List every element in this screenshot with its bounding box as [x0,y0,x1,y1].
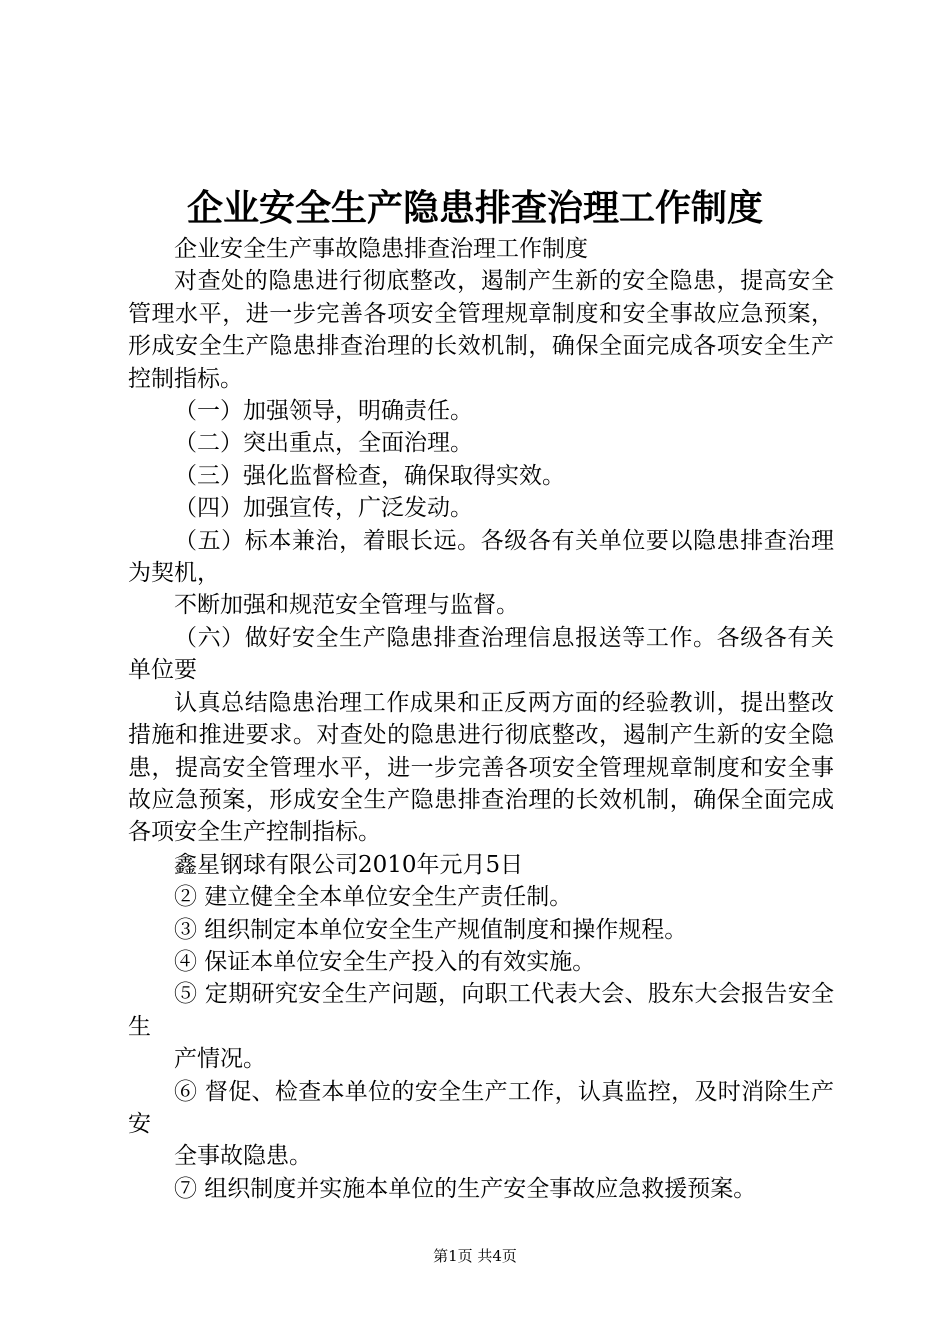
paragraph: （三）强化监督检查，确保取得实效。 [174,462,565,489]
paragraph: 产情况。 [174,1046,266,1073]
paragraph: （四）加强宣传，广泛发动。 [174,495,473,522]
list-item: ⑦ 组织制度并实施本单位的生产安全事故应急救援预案。 [174,1175,757,1202]
paragraph: （一）加强领导，明确责任。 [174,398,473,425]
list-item: ④ 保证本单位安全生产投入的有效实施。 [174,948,596,975]
document-body [128,233,834,1205]
list-item: ⑤ 定期研究安全生产问题，向职工代表大会、股东大会报告安全生 [128,981,834,1040]
paragraph: （五）标本兼治，着眼长远。各级各有关单位要以隐患排查治理为契机， [128,527,834,587]
list-item: ② 建立健全全本单位安全生产责任制。 [174,884,573,911]
paragraph: 不断加强和规范安全管理与监督。 [174,592,519,619]
document-title: 企业安全生产隐患排查治理工作制度 [186,187,763,229]
paragraph: 企业安全生产事故隐患排查治理工作制度 [174,236,588,262]
paragraph: （二）突出重点，全面治理。 [174,430,473,457]
page-footer: 第1页 共4页 [433,1247,517,1265]
paragraph: 对查处的隐患进行彻底整改，遏制产生新的安全隐患，提高安全管理水平，进一步完善各项安全管理规章制度和安全事故应急预案，形成安全生产隐患排查治理的长效机制，确保全面完成各项安全生产控制指标。 [128,268,834,392]
paragraph: 全事故隐患。 [174,1143,312,1170]
list-item: ③ 组织制定本单位安全生产规值制度和操作规程。 [174,916,688,943]
paragraph: 认真总结隐患治理工作成果和正反两方面的经验教训，提出整改措施和推进要求。对查处的隐患进行彻底整改，遏制产生新的安全隐患，提高安全管理水平，进一步完善各项安全管理规章制度和安全事故应急预案，形成安全生产隐患排查治理的长效机制，确保全面完成各项安全生产控制指标。 [128,689,834,846]
signature-date-line: 鑫星钢球有限公司2010年元月5日 [174,851,524,878]
list-item: ⑥ 督促、检查本单位的安全生产工作，认真监控，及时消除生产安 [128,1078,834,1137]
paragraph: （六）做好安全生产隐患排查治理信息报送等工作。各级各有关单位要 [128,624,834,684]
